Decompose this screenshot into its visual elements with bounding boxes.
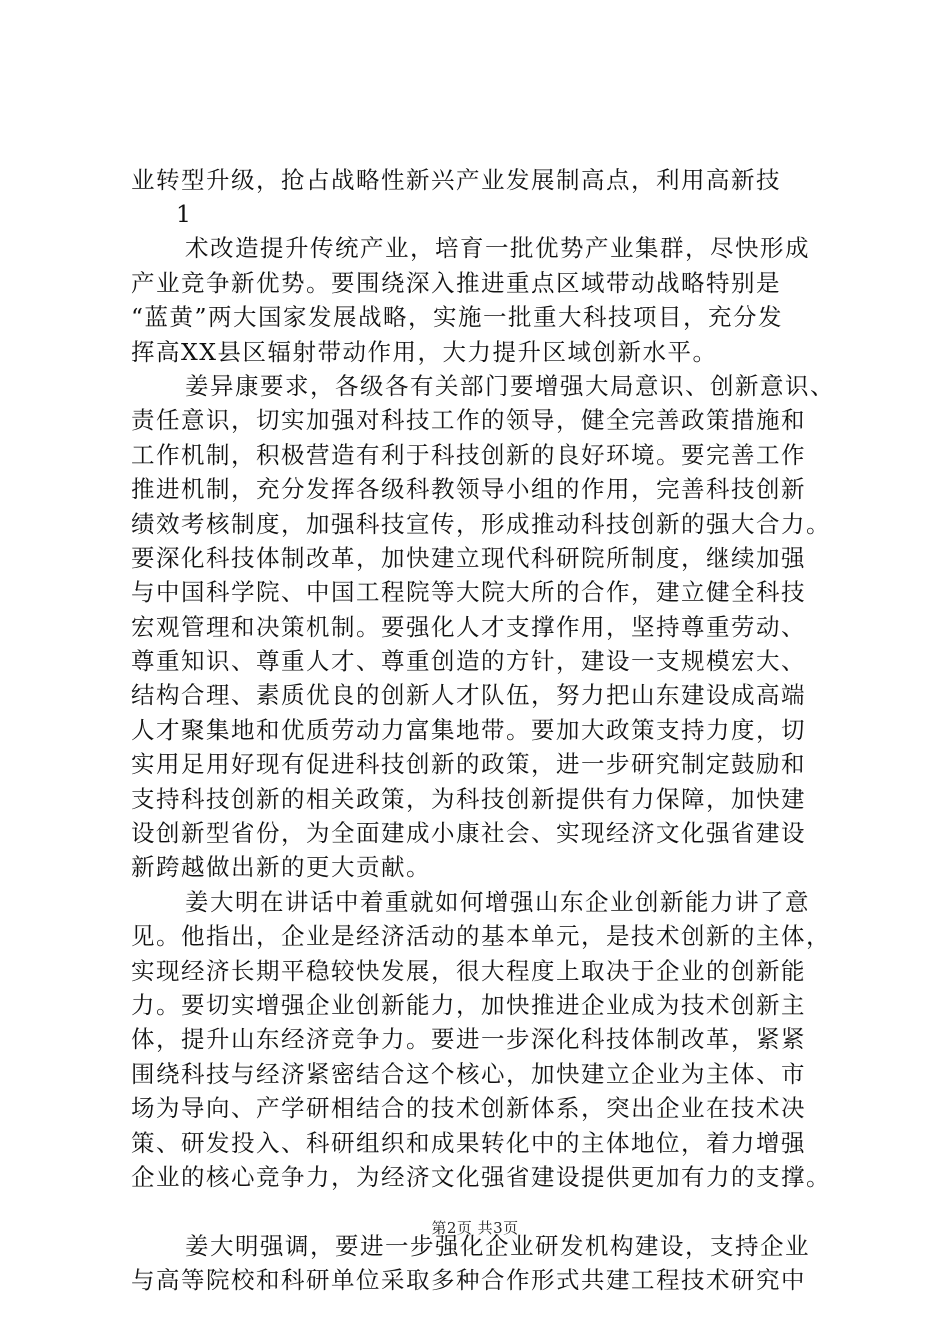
text-line: 要深化科技体制改革，加快建立现代科研院所制度，继续加强 <box>131 543 806 572</box>
text-line: 策、研发投入、科研组织和成果转化中的主体地位，着力增强 <box>131 1128 806 1157</box>
inline-page-number: 1 <box>176 200 193 229</box>
paragraph-start-line: 姜大明强调，要进一步强化企业研发机构建设，支持企业 <box>185 1231 810 1260</box>
text-line: 新跨越做出新的更大贡献。 <box>131 853 431 882</box>
text-line: 宏观管理和决策机制。要强化人才支撑作用，坚持尊重劳动、 <box>131 612 806 641</box>
text-line: “蓝黄”两大国家发展战略，实施一批重大科技项目，充分发 <box>131 303 784 332</box>
text-line: 尊重知识、尊重人才、尊重创造的方针，建设一支规模宏大、 <box>131 647 806 676</box>
text-line: 设创新型省份，为全面建成小康社会、实现经济文化强省建设 <box>131 819 806 848</box>
text-line: 推进机制，充分发挥各级科教领导小组的作用，完善科技创新 <box>131 475 806 504</box>
text-line: 见。他指出，企业是经济活动的基本单元，是技术创新的主体， <box>131 922 831 951</box>
document-body <box>131 163 843 1298</box>
paragraph-start-line: 姜大明在讲话中着重就如何增强山东企业创新能力讲了意 <box>185 887 810 916</box>
text-line: 术改造提升传统产业，培育一批优势产业集群，尽快形成 <box>185 234 810 263</box>
text-line: 产业竞争新优势。要围绕深入推进重点区域带动战略特别是 <box>131 268 781 297</box>
text-line: 人才聚集地和优质劳动力富集地带。要加大政策支持力度，切 <box>131 715 806 744</box>
text-line: 结构合理、素质优良的创新人才队伍，努力把山东建设成高端 <box>131 681 806 710</box>
text-line: 企业的核心竞争力，为经济文化强省建设提供更加有力的支撑。 <box>131 1162 831 1191</box>
text-line: 力。要切实增强企业创新能力，加快推进企业成为技术创新主 <box>131 990 806 1019</box>
text-line: 与高等院校和科研单位采取多种合作形式共建工程技术研究中 <box>131 1266 806 1295</box>
page-number-label: 第2页 共3页 <box>431 1219 519 1237</box>
text-line: 绩效考核制度，加强科技宣传，形成推动科技创新的强大合力。 <box>131 509 831 538</box>
text-line: 实现经济长期平稳较快发展，很大程度上取决于企业的创新能 <box>131 956 806 985</box>
text-line: 体，提升山东经济竞争力。要进一步深化科技体制改革，紧紧 <box>131 1025 806 1054</box>
paragraph-start-line: 姜异康要求，各级各有关部门要增强大局意识、创新意识、 <box>185 371 835 400</box>
text-line: 围绕科技与经济紧密结合这个核心，加快建立企业为主体、市 <box>131 1059 806 1088</box>
text-line: 责任意识，切实加强对科技工作的领导，健全完善政策措施和 <box>131 406 806 435</box>
text-line: 业转型升级，抢占战略性新兴产业发展制高点，利用高新技 <box>131 166 781 194</box>
text-line: 与中国科学院、中国工程院等大院大所的合作，建立健全科技 <box>131 578 806 607</box>
text-line: 场为导向、产学研相结合的技术创新体系，突出企业在技术决 <box>131 1094 806 1123</box>
text-line: 实用足用好现有促进科技创新的政策，进一步研究制定鼓励和 <box>131 750 806 779</box>
text-line: 工作机制，积极营造有利于科技创新的良好环境。要完善工作 <box>131 440 806 469</box>
text-line: 挥高XX县区辐射带动作用，大力提升区域创新水平。 <box>131 337 718 366</box>
page-footer <box>0 1217 950 1238</box>
text-line: 支持科技创新的相关政策，为科技创新提供有力保障，加快建 <box>131 784 806 813</box>
